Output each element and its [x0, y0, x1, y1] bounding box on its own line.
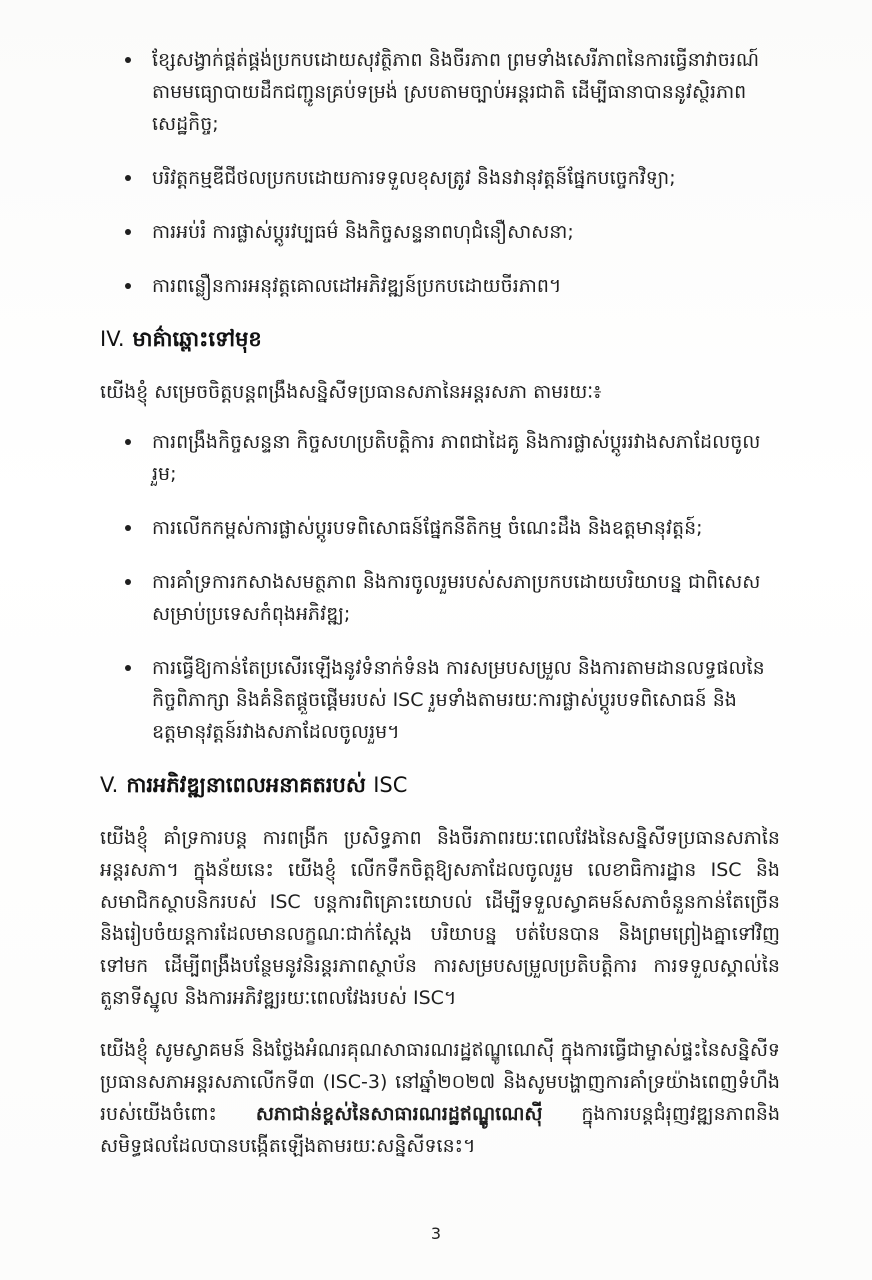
section-4-heading — [100, 324, 780, 354]
bullet-icon — [125, 525, 131, 531]
list-item-text: ខ្សែសង្វាក់ផ្គត់ផ្គង់ប្រកបដោយសុវត្ថិភាព និងចីរភាព ព្រមទាំងសេរីភាពនៃការធ្វើនាវាចរណ៍តាមមធ្យោបាយដឹកជញ្ជូនគ្រប់ទម្រង់ ស្របតាមច្បាប់អន្តរជាតិ ដើម្បីធានាបាននូវស្ថិរភាពសេដ្ឋកិច្ច; — [152, 49, 760, 135]
bullet-icon — [125, 175, 131, 181]
list-item — [100, 44, 780, 140]
section-5-paragraph-2 — [100, 1034, 780, 1162]
section-5-title: ការអភិវឌ្ឍនាពេលអនាគតរបស់ — [126, 773, 366, 797]
bullet-icon — [125, 665, 131, 671]
list-item — [100, 162, 780, 194]
paragraph-2-end: ក្នុងការបន្តជំរុញវឌ្ឍនភាពនិងសមិទ្ធផលដែលបានបង្កើតឡើងតាមរយៈសន្និសីទនេះ។ — [100, 1103, 781, 1157]
list-item-text: ការលើកកម្ពស់ការផ្លាស់ប្តូរបទពិសោធន៍ផ្នែកនីតិកម្ម ចំណេះដឹង និងឧត្តមានុវត្តន៍; — [152, 517, 703, 539]
page-number: 3 — [430, 1224, 442, 1243]
list-item — [100, 270, 780, 302]
bullet-icon — [125, 579, 131, 585]
section-4-intro: យើងខ្ញុំ សម្រេចចិត្តបន្តពង្រឹងសន្និសីទប្រធានសភានៃអន្តរសភា តាមរយៈ៖ — [100, 381, 602, 403]
list-item-text: ការធ្វើឱ្យកាន់តែប្រសើរឡើងនូវទំនាក់ទំនង ការសម្របសម្រួល និងការតាមដានលទ្ធផលនៃកិច្ចពិភាក្សា និងគំនិតផ្តួចផ្តើមរបស់ ISC រួមទាំងតាមរយៈការផ្លាស់ប្តូរបទពិសោធន៍ និងឧត្តមានុវត្តន៍រវាងសភាដែលចូលរួម។ — [152, 657, 765, 743]
paragraph-2-emphasis: សភាជាន់ខ្ពស់នៃសាធារណរដ្ឋឥណ្ឌូណេស៊ី — [255, 1103, 543, 1125]
page-content — [100, 44, 780, 1162]
bullet-icon — [125, 439, 131, 445]
list-item — [100, 652, 780, 748]
list-item-text: បរិវត្តកម្មឌីជីថលប្រកបដោយការទទួលខុសត្រូវ និងនវានុវត្តន៍ផ្នែកបច្ចេកវិទ្យា; — [152, 167, 676, 189]
list-item — [100, 566, 780, 630]
section-5-title-suffix: ISC — [373, 773, 408, 797]
list-item-text: ការអប់រំ ការផ្លាស់ប្តូរវប្បធម៌ និងកិច្ចសន្ទនាពហុជំនឿសាសនា; — [152, 221, 574, 243]
list-item — [100, 512, 780, 544]
section-4-bullet-list — [100, 426, 780, 748]
list-item-text: ការគាំទ្រការកសាងសមត្ថភាព និងការចូលរួមរបស់សភាប្រកបដោយបរិយាបន្ន ជាពិសេសសម្រាប់ប្រទេសកំពុងអភិវឌ្ឍ; — [152, 571, 761, 625]
section-5-paragraph-1: យើងខ្ញុំ គាំទ្រការបន្ត ការពង្រីក ប្រសិទ្ធភាព និងចីរភាពរយៈពេលវែងនៃសន្និសីទប្រធានសភានៃអន្តរសភា។ ក្នុងន័យនេះ យើងខ្ញុំ លើកទឹកចិត្តឱ្យសភាដែលចូលរួម លេខាធិការដ្ឋាន ISC និងសមាជិកស្ថាបនិករបស់ ISC បន្តការពិគ្រោះយោបល់ ដើម្បីទទួលស្វាគមន៍សភាចំនួនកាន់តែច្រើន និងរៀបចំយន្តការដែលមានលក្ខណៈជាក់ស្តែង បរិយាបន្ន បត់បែនបាន និងព្រមព្រៀងគ្នាទៅវិញទៅមក ដើម្បីពង្រឹងបន្ថែមនូវនិរន្តរភាពស្ថាប័ន ការសម្របសម្រួលប្រតិបត្តិការ ការទទួលស្គាល់នៃតួនាទីស្នូល និងការអភិវឌ្ឍរយៈពេលវែងរបស់ ISC។ — [100, 827, 780, 1009]
top-bullet-list — [100, 44, 780, 302]
section-5-number: V. — [100, 773, 119, 797]
section-4-number: IV. — [100, 327, 125, 351]
bullet-icon — [125, 229, 131, 235]
list-item — [100, 216, 780, 248]
bullet-icon — [125, 57, 131, 63]
list-item — [100, 426, 780, 490]
bullet-icon — [125, 283, 131, 289]
paragraph-2-start: យើងខ្ញុំ សូមស្វាគមន៍ និងថ្លែងអំណរគុណសាធារណរដ្ឋឥណ្ឌូណេស៊ី ក្នុងការធ្វើជាម្ចាស់ផ្ទះនៃសន្និសីទប្រធានសភាអន្តរសភាលើកទី៣ (ISC-3) នៅឆ្នាំ២០២៧ និងសូមបង្ហាញការគាំទ្រយ៉ាងពេញទំហឹងរបស់យើងចំពោះ — [100, 1039, 780, 1125]
list-item-text: ការពង្រឹងកិច្ចសន្ទនា កិច្ចសហប្រតិបត្តិការ ភាពជាដៃគូ និងការផ្លាស់ប្តូររវាងសភាដែលចូលរួម; — [152, 431, 761, 485]
list-item-text: ការពន្លឿនការអនុវត្តគោលដៅអភិវឌ្ឍន៍ប្រកបដោយចីរភាព។ — [152, 275, 562, 297]
section-5-heading — [100, 770, 780, 800]
section-4-title: មាគ៌ាឆ្ពោះទៅមុខ — [132, 327, 262, 351]
